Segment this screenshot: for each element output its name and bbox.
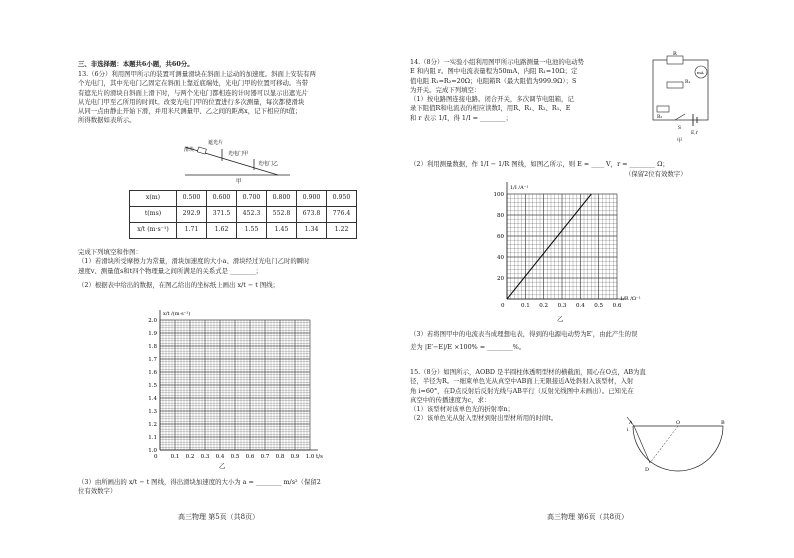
y-tick-label: 80: [497, 213, 504, 219]
row-header: t(ms): [130, 207, 177, 223]
footer-right: 高三物理 第6页（共8页）: [547, 513, 629, 521]
x-tick-label: 0.4: [215, 454, 225, 460]
x-axis-label: 1/R /Ω⁻¹: [620, 296, 641, 302]
incline-figure: [170, 135, 310, 185]
chart-1I-1R: [485, 180, 641, 315]
x-tick-label: 0.3: [200, 454, 210, 460]
origin-label: 0: [501, 303, 505, 309]
table-row: [130, 207, 357, 223]
q14-sub3-a: （3）若将图甲中的电流表当成理想电表，得到的电源电动势为E′，由此产生的误: [410, 330, 638, 338]
x-tick-label: 0.1: [170, 454, 180, 460]
footer-left: 高三物理 第5页（共8页）: [178, 513, 260, 521]
y-tick-label: 1.1: [148, 435, 157, 441]
table-cell: 0.900: [297, 191, 327, 207]
chart-b-caption: 乙: [557, 315, 564, 323]
data-table: [129, 190, 357, 239]
x-tick-label: 0.5: [230, 454, 240, 460]
lbl-R1: R₁: [685, 80, 691, 85]
table-row: [130, 191, 357, 207]
q14-sub3: [410, 330, 637, 353]
x-tick-label: 0.8: [275, 454, 285, 460]
sub1-b: 速度v、测量值s和t四个物理量之间所满足的关系式是 ________；: [78, 266, 263, 275]
y-tick-label: 1.4: [148, 396, 157, 402]
q15-line: 径，半径为R。一细束单色光从真空中AB面上无限接近A处斜射入该型材，入射: [410, 377, 634, 386]
lbl-R2: R₂: [657, 115, 663, 120]
row-header: x(m): [130, 191, 177, 207]
y-tick-label: 1.0: [148, 448, 157, 454]
table-cell: 1.22: [327, 223, 357, 239]
y-tick-label: 1.8: [148, 344, 157, 350]
x-tick-label: 0.7: [260, 454, 270, 460]
y-tick-label: 1.7: [148, 357, 157, 363]
q13-line: 个光电门，其中光电门乙固定在斜面上靠近底端处，光电门甲的位置可移动。当带: [78, 79, 309, 88]
after-table: 完成下列填空和作图：: [78, 248, 142, 256]
fig-caption-a: 甲: [236, 179, 242, 185]
lbl-R: R: [673, 51, 677, 57]
label-slider: 滑块: [184, 147, 195, 153]
q13-line: 从光电门甲至乙所用的时间t。改变光电门甲的位置进行多次测量，每次都使滑块: [78, 97, 305, 106]
q14-line: （1）按电路图连接电路。闭合开关，多次调节电阻箱，记: [410, 95, 574, 104]
x-tick-label: 0.6: [245, 454, 255, 460]
x-tick-label: 0.2: [539, 303, 549, 309]
table-cell: 1.45: [267, 223, 297, 239]
sub3-a: （3）由所画出的 x/t − t 图线，得出滑块加速度的大小为 a = ________ m/s²（保留2: [78, 478, 321, 486]
x-tick-label: 0.9: [290, 454, 300, 460]
q15-line: 角 i=60°，在D点反射后反射光线与AB平行（反射光线图中未画出）。已知光在: [410, 386, 634, 395]
y-tick-label: 1.9: [148, 331, 157, 337]
q14-line: 录下阻值R和电流表的相应读数I，用R、R₁、R₂、R₁、E: [410, 104, 571, 113]
q15-line: （2）该单色光从射入型材到射出型材所用的时间t。: [410, 414, 558, 423]
table-cell: 1.55: [237, 223, 267, 239]
q15-line: 15.（8分）如图所示，AOBD 是半圆柱体透明型材的横截面，圆心在O点，AB为直: [410, 368, 646, 376]
x-tick-label: 0.4: [575, 303, 585, 309]
x-tick-label: 0.1: [520, 303, 530, 309]
chart-xt: [132, 308, 322, 463]
y-tick-label: 100: [493, 192, 504, 198]
q13-line: 所得数据如表所示。: [78, 116, 136, 125]
sub2: （2）根据表中给出的数据，在图乙给出的坐标纸上画出 x/t − t 图线；: [78, 280, 279, 289]
table-cell: 1.34: [297, 223, 327, 239]
table-cell: 776.4: [327, 207, 357, 223]
q14-keep2: （保留2位有效数字）: [625, 170, 687, 178]
y-axis-label: 1/I /A⁻¹: [510, 185, 529, 191]
table-cell: 292.9: [177, 207, 207, 223]
y-tick-label: 1.2: [148, 422, 157, 428]
semicircle-figure: [625, 416, 730, 476]
y-tick-label: 40: [497, 255, 504, 261]
table-cell: 552.8: [267, 207, 297, 223]
table-cell: 1.71: [177, 223, 207, 239]
q13-subs: [78, 248, 310, 290]
q13-line: 13.（6分）利用图甲所示的装置可测量滑块在斜面上运动的加速度。斜面上安装有两: [78, 70, 316, 78]
series-line: [507, 194, 591, 299]
y-tick-label: 2.0: [148, 318, 157, 324]
circuit-figure: [645, 50, 720, 145]
table-cell: 0.800: [267, 191, 297, 207]
x-axis-label: t/s: [316, 454, 323, 460]
q14-text: [410, 58, 640, 123]
q15-line: （1）该型材对该单色光的折射率n；: [410, 405, 515, 414]
label-shade: 遮光片: [208, 140, 224, 146]
lbl-Er: E,r: [691, 131, 698, 136]
q14-sub3-b: 差为 |E′−E|/E ×100% = ________%。: [410, 343, 526, 352]
label-gate-a: 光电门甲: [228, 151, 249, 157]
q14-line: E 和内阻 r。图中电流表量程为50mA，内阻 R₁=10Ω；定: [410, 67, 578, 76]
lbl-mA: mA: [697, 70, 704, 75]
x-tick-label: 0.6: [612, 303, 622, 309]
section-title: 三、非选择题：本题共6小题，共60分。: [78, 60, 194, 68]
row-header: x/t (m·s⁻¹): [130, 223, 177, 239]
q14-line: 和 r 表示 1/I，得 1/I = ________；: [410, 113, 512, 122]
q13-sub3: [78, 478, 321, 497]
sub3-b: 位有效数字）: [78, 487, 117, 496]
table-cell: 371.5: [207, 207, 237, 223]
x-tick-label: 1.0: [305, 454, 315, 460]
y-tick-label: 1.6: [148, 370, 157, 376]
lbl-B: B: [721, 420, 725, 426]
y-tick-label: 20: [497, 276, 504, 282]
q15-line: 真空中的传播速度为c，求：: [410, 395, 491, 404]
table-cell: 0.950: [327, 191, 357, 207]
table-cell: 0.600: [207, 191, 237, 207]
y-tick-label: 60: [497, 234, 504, 240]
x-tick-label: 0.2: [185, 454, 195, 460]
q14-sub2: （2）利用测量数据，作 1/I − 1/R 图线，如图乙所示，则 E = ____ V，r = ________ Ω；: [410, 160, 669, 168]
origin-label: 0: [154, 454, 158, 460]
table-cell: 0.700: [237, 191, 267, 207]
q13-line: 从同一点由静止开始下滑，并用米尺测量甲、乙之间的距离x，记下相应的t值；: [78, 107, 302, 116]
q14-line: 为开关。完成下列填空：: [410, 85, 481, 94]
table-cell: 452.3: [237, 207, 267, 223]
lbl-i: i: [627, 428, 629, 433]
table-cell: 1.62: [207, 223, 237, 239]
q13-line: 有遮光片的滑块自斜面上滑下时，与两个光电门都相连的计时器可以显示出遮光片: [78, 88, 309, 97]
lbl-A: A: [629, 420, 633, 426]
q14-line: 值电阻 R₁=R₂=20Ω；电阻箱R（最大阻值为999.9Ω）；S: [410, 76, 577, 85]
x-tick-label: 0.3: [557, 303, 567, 309]
y-tick-label: 1.3: [148, 409, 157, 415]
circuit-caption: 甲: [677, 138, 683, 144]
lbl-D: D: [645, 467, 650, 473]
x-tick-label: 0.5: [594, 303, 604, 309]
q14-line: 14.（8分）一实验小组利用图甲所示电路测量一电池的电动势: [410, 58, 584, 66]
table-cell: 0.500: [177, 191, 207, 207]
q13-text: [78, 70, 383, 126]
table-row: [130, 223, 357, 239]
label-gate-b: 光电门乙: [258, 161, 279, 167]
table-cell: 673.8: [297, 207, 327, 223]
lbl-O: O: [676, 420, 681, 426]
y-tick-label: 1.5: [148, 383, 157, 389]
chart-a-caption: 乙: [219, 462, 226, 470]
page-right: [397, 0, 794, 558]
y-axis-label: x/t /(m·s⁻¹): [163, 311, 191, 317]
lbl-S: S: [678, 126, 682, 131]
sub1-a: （1）若滑块所受摩擦力为常量，滑块加速度的大小a、滑块经过光电门乙时的瞬时: [78, 257, 310, 266]
